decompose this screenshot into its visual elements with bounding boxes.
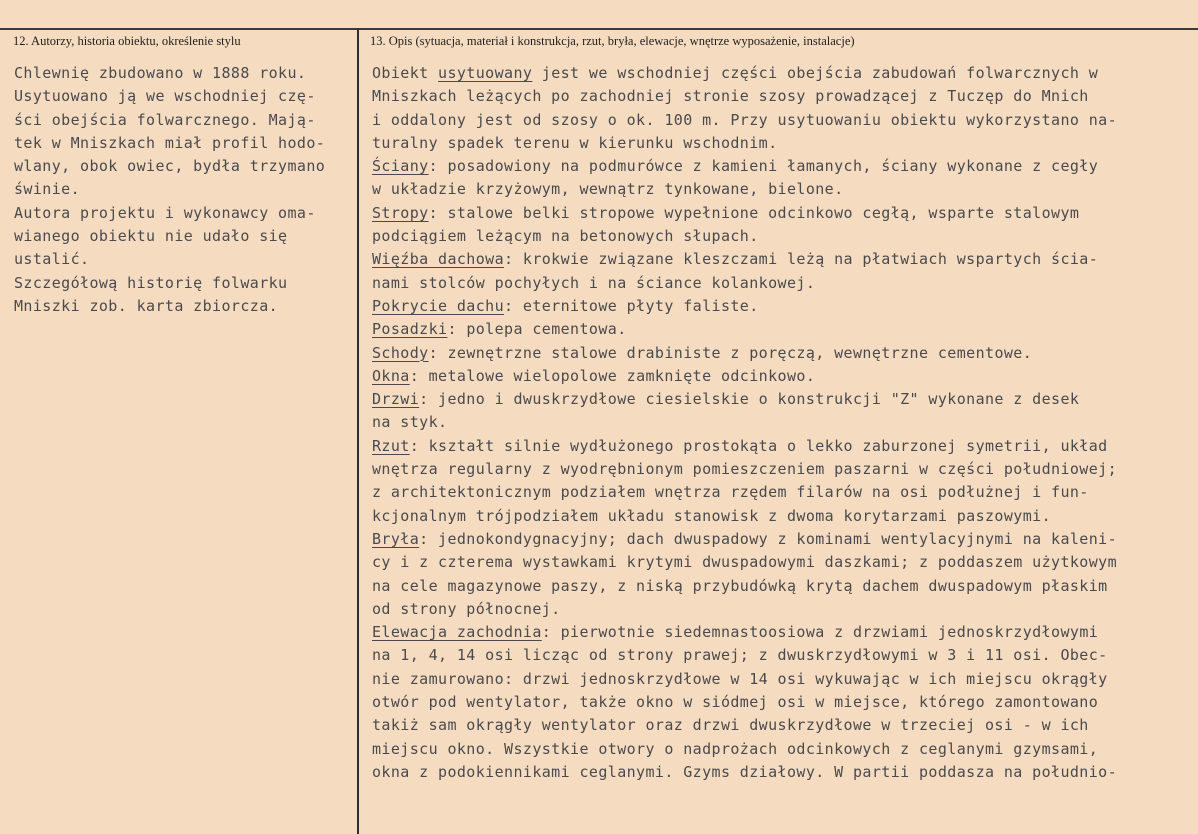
description-line: [372, 691, 1192, 714]
line-text: : eternitowe płyty faliste.: [504, 296, 759, 315]
line-text: na cele magazynowe paszy, z niską przybudówką krytą dachem dwuspadowym płaskim: [372, 576, 1108, 595]
section-label: Pokrycie dachu: [372, 296, 505, 315]
description-line: [372, 132, 1192, 155]
description-line: [372, 178, 1192, 201]
description-line: [372, 481, 1192, 504]
history-line: ustalić.: [14, 250, 90, 269]
history-line: Szczegółową historię folwarku: [14, 273, 288, 292]
section-label: Bryła: [372, 529, 420, 548]
description-text: [372, 62, 1192, 784]
line-text: w układzie krzyżowym, wewnątrz tynkowane, bielone.: [372, 180, 844, 199]
history-line: tek w Mniszkach miał profil hodo-: [14, 133, 326, 152]
description-line: [372, 505, 1192, 528]
description-line: [372, 85, 1192, 108]
description-line: [372, 458, 1192, 481]
description-line: [372, 109, 1192, 132]
section-label: Okna: [372, 366, 410, 385]
description-line: [372, 738, 1192, 761]
line-text: Mniszkach leżących po zachodniej stronie szosy prowadzącej z Tuczęp do Mnich: [372, 87, 1089, 106]
description-line: [372, 528, 1192, 551]
line-text: : polepa cementowa.: [447, 320, 627, 339]
line-text: cy i z czterema wystawkami krytymi dwuspadowymi daszkami; z poddaszem użytkowym: [372, 553, 1118, 572]
top-rule: [0, 28, 1198, 30]
description-line: [372, 155, 1192, 178]
section-12-header: 12. Autorzy, historia obiektu, określenie stylu: [13, 34, 241, 48]
line-text: : posadowiony na podmurówce z kamieni łamanych, ściany wykonane z cegły: [428, 157, 1099, 176]
line-text: na 1, 4, 14 osi licząc od strony prawej; z dwuskrzydłowymi w 3 i 11 osi. Obec-: [372, 646, 1108, 665]
line-text: i oddalony jest od szosy o ok. 100 m. Przy usytuowaniu obiektu wykorzystano na-: [372, 110, 1118, 129]
description-line: [372, 318, 1192, 341]
line-text: : zewnętrzne stalowe drabiniste z poręczą, wewnętrzne cementowe.: [428, 343, 1033, 362]
description-line: [372, 714, 1192, 737]
description-line: [372, 272, 1192, 295]
history-line: Chlewnię zbudowano w 1888 roku.: [14, 64, 307, 82]
line-text: : jedno i dwuskrzydłowe ciesielskie o konstrukcji "Z" wykonane z desek: [419, 390, 1080, 409]
description-line: [372, 551, 1192, 574]
history-text: [14, 62, 350, 318]
description-line: [372, 411, 1192, 434]
section-label: Więźba dachowa: [372, 250, 505, 269]
line-text: : pierwotnie siedemnastoosiowa z drzwiami jednoskrzydłowymi: [541, 623, 1099, 642]
section-13-header: 13. Opis (sytuacja, materiał i konstrukcja, rzut, bryła, elewacje, wnętrze wyposażenie, instalacje): [370, 34, 855, 48]
description-line: [372, 342, 1192, 365]
line-text: : krokwie związane kleszczami leżą na płatwiach wspartych ścia-: [504, 250, 1099, 269]
description-line: [372, 388, 1192, 411]
description-line: [372, 365, 1192, 388]
history-line: świnie.: [14, 180, 81, 199]
line-text: jest we wschodniej części obejścia zabudowań folwarcznych w: [532, 64, 1099, 82]
history-line: ści obejścia folwarcznego. Mają-: [14, 110, 316, 129]
description-line: [372, 248, 1192, 271]
line-text: : kształt silnie wydłużonego prostokąta o lekko zaburzonej symetrii, układ: [409, 436, 1108, 455]
description-line: [372, 761, 1192, 784]
line-text: : metalowe wielopolowe zamknięte odcinkowo.: [409, 366, 816, 385]
history-line: wlany, obok owiec, bydła trzymano: [14, 157, 326, 176]
history-line: Autora projektu i wykonawcy oma-: [14, 203, 316, 222]
line-text: wnętrza regularny z wyodrębnionym pomieszczeniem paszarni w części południowej;: [372, 460, 1118, 479]
description-line: [372, 668, 1192, 691]
description-line: [372, 435, 1192, 458]
description-line: [372, 62, 1192, 85]
description-line: [372, 644, 1192, 667]
line-text: kcjonalnym trójpodziałem układu stanowisk z dwoma korytarzami paszowymi.: [372, 506, 1052, 525]
line-text: : jednokondygnacyjny; dach dwuspadowy z kominami wentylacyjnymi na kaleni-: [419, 529, 1118, 548]
section-label: usytuowany: [438, 64, 533, 82]
line-text: miejscu okno. Wszystkie otwory o nadprożach odcinkowych z ceglanymi gzymsami,: [372, 739, 1099, 758]
section-label: Rzut: [372, 436, 410, 455]
line-text: otwór pod wentylator, także okno w siódmej osi w miejsce, którego zamontowano: [372, 693, 1099, 712]
section-label: Drzwi: [372, 390, 420, 409]
line-text: nie zamurowano: drzwi jednoskrzydłowe w 14 osi wykuwając w ich miejscu okrągły: [372, 669, 1108, 688]
history-line: Usytuowano ją we wschodniej czę-: [14, 87, 316, 106]
description-line: [372, 202, 1192, 225]
description-line: [372, 621, 1192, 644]
description-line: [372, 225, 1192, 248]
history-line: wianego obiektu nie udało się: [14, 227, 288, 246]
section-label: Elewacja zachodnia: [372, 623, 542, 642]
section-label: Ściany: [372, 157, 429, 176]
line-text: takiż sam okrągły wentylator oraz drzwi dwuskrzydłowe w trzeciej osi - w ich: [372, 716, 1089, 735]
line-text: turalny spadek terenu w kierunku wschodnim.: [372, 133, 778, 152]
line-text: od strony północnej.: [372, 599, 561, 618]
description-line: [372, 575, 1192, 598]
line-text: : stalowe belki stropowe wypełnione odcinkowo cegłą, wsparte stalowym: [428, 203, 1080, 222]
section-label: Schody: [372, 343, 429, 362]
line-text: Obiekt: [372, 64, 439, 82]
line-text: nami stolców pochyłych i na ściance kolankowej.: [372, 273, 816, 292]
section-label: Stropy: [372, 203, 429, 222]
column-divider: [357, 28, 359, 834]
line-text: podciągiem leżącym na betonowych słupach.: [372, 227, 759, 246]
line-text: okna z podokiennikami ceglanymi. Gzyms działowy. W partii poddasza na południo-: [372, 762, 1118, 781]
section-label: Posadzki: [372, 320, 448, 339]
history-line: Mniszki zob. karta zbiorcza.: [14, 296, 279, 315]
description-line: [372, 598, 1192, 621]
line-text: z architektonicznym podziałem wnętrza rzędem filarów na osi podłużnej i fun-: [372, 483, 1089, 502]
description-line: [372, 295, 1192, 318]
line-text: na styk.: [372, 413, 448, 432]
